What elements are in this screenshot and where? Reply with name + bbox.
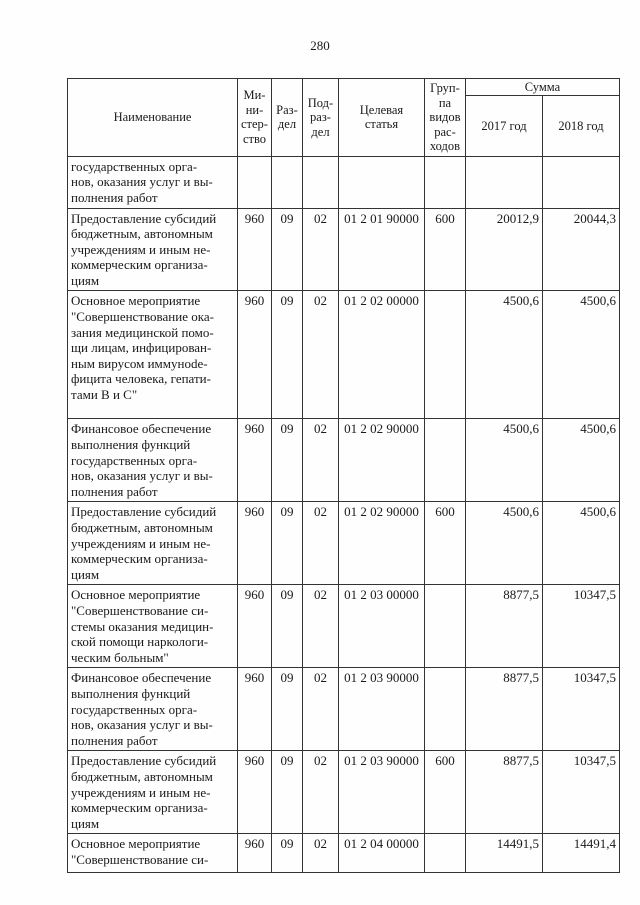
row-group (424, 834, 465, 873)
row-ministry: 960 (238, 668, 272, 751)
row-subsection: 02 (302, 585, 338, 668)
header-group: Груп- па видов рас- ходов (424, 79, 465, 157)
row-sum-2018 (542, 156, 619, 208)
row-ministry: 960 (238, 834, 272, 873)
row-ministry: 960 (238, 502, 272, 585)
table-row (68, 156, 620, 208)
row-target: 01 2 02 00000 (338, 291, 424, 419)
row-sum-2018: 4500,6 (542, 291, 619, 419)
row-sum-2018: 10347,5 (542, 585, 619, 668)
row-subsection: 02 (302, 502, 338, 585)
row-group: 600 (424, 502, 465, 585)
row-sum-2017: 8877,5 (465, 585, 542, 668)
row-sum-2017: 4500,6 (465, 419, 542, 502)
table-row (68, 751, 620, 834)
row-group: 600 (424, 751, 465, 834)
row-subsection: 02 (302, 291, 338, 419)
row-sum-2018: 20044,3 (542, 208, 619, 291)
row-subsection: 02 (302, 208, 338, 291)
row-ministry: 960 (238, 291, 272, 419)
row-group (424, 156, 465, 208)
row-name: Финансовое обеспечение выполнения функций государственных орга- нов, оказания услуг и вы- полнения работ (68, 668, 238, 751)
row-subsection: 02 (302, 751, 338, 834)
row-section: 09 (271, 834, 302, 873)
table-row (68, 502, 620, 585)
row-ministry: 960 (238, 751, 272, 834)
row-ministry: 960 (238, 419, 272, 502)
row-name: Основное мероприятие "Совершенствование ока- зания медицинской помо- щи лицам, инфицирован- ным вирусом иммунode- фицита человека, гепати- тами В и С" (68, 291, 238, 419)
row-group (424, 668, 465, 751)
row-section: 09 (271, 419, 302, 502)
row-sum-2018: 4500,6 (542, 419, 619, 502)
row-sum-2018: 14491,4 (542, 834, 619, 873)
row-target: 01 2 02 90000 (338, 502, 424, 585)
row-section: 09 (271, 585, 302, 668)
budget-table (67, 78, 620, 873)
row-name: государственных орга- нов, оказания услуг и вы- полнения работ (68, 156, 238, 208)
header-2017: 2017 год (465, 96, 542, 156)
row-group: 600 (424, 208, 465, 291)
header-2018: 2018 год (542, 96, 619, 156)
row-section: 09 (271, 668, 302, 751)
row-ministry: 960 (238, 585, 272, 668)
row-target: 01 2 03 90000 (338, 751, 424, 834)
row-target: 01 2 02 90000 (338, 419, 424, 502)
row-target (338, 156, 424, 208)
header-ministry: Ми- ни- стер- ство (238, 79, 272, 157)
row-section (271, 156, 302, 208)
row-subsection: 02 (302, 419, 338, 502)
table-row (68, 585, 620, 668)
row-name: Предоставление субсидий бюджетным, автономным учреждениям и иным не- коммерческим организа- циям (68, 502, 238, 585)
row-section: 09 (271, 751, 302, 834)
row-name: Основное мероприятие "Совершенствование си- стемы оказания медицин- ской помощи наркологи- ческим больным" (68, 585, 238, 668)
row-target: 01 2 01 90000 (338, 208, 424, 291)
header-subsection: Под- раз- дел (302, 79, 338, 157)
row-ministry (238, 156, 272, 208)
row-sum-2017: 8877,5 (465, 751, 542, 834)
row-subsection: 02 (302, 668, 338, 751)
row-section: 09 (271, 502, 302, 585)
row-sum-2017: 14491,5 (465, 834, 542, 873)
row-sum-2017: 20012,9 (465, 208, 542, 291)
row-sum-2017: 8877,5 (465, 668, 542, 751)
row-sum-2018: 4500,6 (542, 502, 619, 585)
row-subsection: 02 (302, 834, 338, 873)
row-name: Предоставление субсидий бюджетным, автономным учреждениям и иным не- коммерческим организа- циям (68, 751, 238, 834)
row-subsection (302, 156, 338, 208)
row-name: Предоставление субсидий бюджетным, автономным учреждениям и иным не- коммерческим организа- циям (68, 208, 238, 291)
table-row (68, 291, 620, 419)
row-name: Финансовое обеспечение выполнения функций государственных орга- нов, оказания услуг и вы- полнения работ (68, 419, 238, 502)
header-sum: Сумма (465, 79, 619, 96)
row-sum-2018: 10347,5 (542, 751, 619, 834)
table-row (68, 668, 620, 751)
table-row (68, 208, 620, 291)
row-group (424, 585, 465, 668)
row-sum-2017 (465, 156, 542, 208)
header-target: Целевая статья (338, 79, 424, 157)
row-sum-2018: 10347,5 (542, 668, 619, 751)
row-target: 01 2 03 00000 (338, 585, 424, 668)
row-sum-2017: 4500,6 (465, 291, 542, 419)
row-section: 09 (271, 291, 302, 419)
header-name: Наименование (68, 79, 238, 157)
row-ministry: 960 (238, 208, 272, 291)
table-row (68, 834, 620, 873)
page-number: 280 (310, 38, 330, 53)
row-section: 09 (271, 208, 302, 291)
row-target: 01 2 04 00000 (338, 834, 424, 873)
row-group (424, 291, 465, 419)
table-row (68, 419, 620, 502)
row-group (424, 419, 465, 502)
row-name: Основное мероприятие "Совершенствование си- (68, 834, 238, 873)
row-sum-2017: 4500,6 (465, 502, 542, 585)
row-target: 01 2 03 90000 (338, 668, 424, 751)
header-section: Раз- дел (271, 79, 302, 157)
